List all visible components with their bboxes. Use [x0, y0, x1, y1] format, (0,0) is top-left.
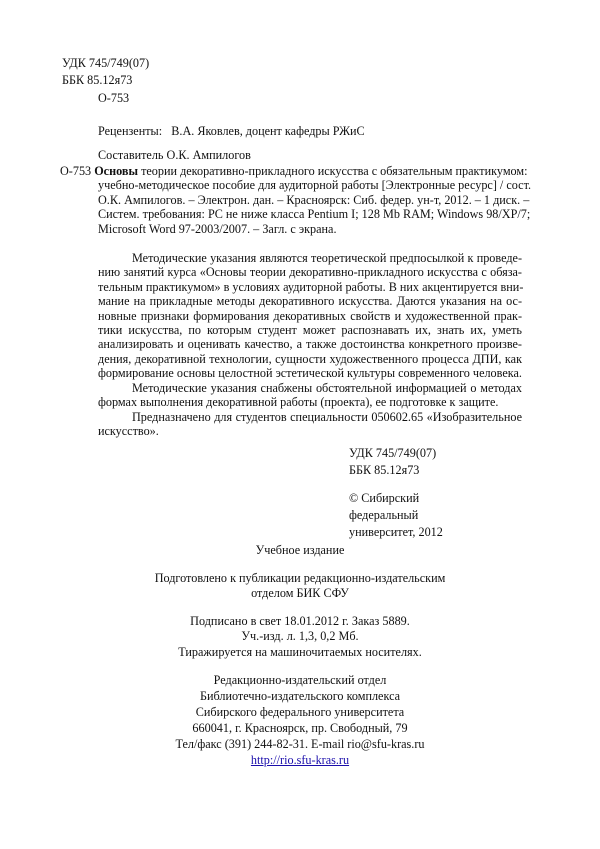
abstract-line: Методические указания снабжены обстоятельной информацией о методах	[132, 381, 522, 395]
abstract-line: мание на прикладные методы декоративного искусства. Даются указания на ос-	[98, 294, 522, 309]
abstract-line: тики искусства, по которым студент может распознавать их, знать их, уметь	[98, 322, 522, 337]
abstract-paragraph-3	[98, 410, 522, 439]
copyright-line-1: © Сибирский	[349, 491, 420, 505]
reviewers-label: Рецензенты:	[98, 124, 163, 138]
abstract-paragraph-1	[98, 251, 522, 381]
abstract-line: формах выполнения декоративной работы (проекта), ее подготовке к защите.	[98, 395, 499, 410]
edition-type: Учебное издание	[255, 543, 345, 557]
prepared-line-1: Подготовлено к публикации редакционно-издательским	[154, 571, 446, 585]
reviewers-text: В.А. Яковлев, доцент кафедры РЖиС	[171, 124, 365, 138]
contacts-line: Тел/факс (391) 244-82-31. E-mail rio@sfu-kras.ru	[175, 737, 425, 751]
udk-code: УДК 745/749(07)	[62, 56, 150, 70]
bib-code: О-753	[60, 164, 92, 178]
bib-line-1: теории декоративно-прикладного искусства с обязательным практикумом:	[141, 164, 528, 178]
signed-line: Подписано в свет 18.01.2012 г. Заказ 5889.	[190, 614, 410, 628]
publisher-url-row	[0, 753, 600, 767]
abstract-line: анализировать и оценивать качество, а также достоинства конкретного произве-	[98, 337, 522, 352]
abstract-line: формирование основы целостной эстетической культуры современного человека.	[98, 366, 522, 381]
abstract-line: Методические указания являются теоретической предпосылкой к проведе-	[132, 251, 522, 265]
bbk-code: ББК 85.12я73	[62, 73, 133, 87]
abstract-line: нию занятий курса «Основы теории декоративно-прикладного искусства с обяза-	[98, 265, 522, 280]
bibliographic-entry	[60, 164, 536, 236]
copies-line: Тиражируется на машиночитаемых носителях.	[178, 645, 422, 659]
udk-code-right: УДК 745/749(07)	[349, 446, 437, 460]
bbk-code-right: ББК 85.12я73	[349, 463, 420, 477]
volume-line: Уч.-изд. л. 1,3, 0,2 Мб.	[241, 629, 359, 643]
bib-title-bold: Основы	[94, 164, 139, 178]
publisher-line-1: Редакционно-издательский отдел	[213, 673, 387, 687]
copyright-line-3: университет, 2012	[349, 525, 443, 539]
address-line: 660041, г. Красноярск, пр. Свободный, 79	[192, 721, 408, 735]
reviewers	[98, 124, 365, 138]
abstract-line: дения, декоративной технологии, сущности художественного процесса ДПИ, как	[98, 351, 522, 366]
bib-line-3: О.К. Ампилогов. – Электрон. дан. – Красноярск: Сиб. федер. ун-т, 2012. – 1 диск. –	[98, 192, 530, 207]
bib-line	[60, 164, 536, 178]
publisher-url-link[interactable]: http://rio.sfu-kras.ru	[250, 753, 350, 767]
author-sign-code: О-753	[98, 91, 130, 105]
abstract-line: тельным практикумом» в условиях аудиторной работы. В них акцентируется вни-	[98, 279, 524, 294]
bib-line-4: Систем. требования: PC не ниже класса Pentium I; 128 Mb RAM; Windows 98/XP/7;	[98, 207, 531, 222]
bib-line-2: учебно-методическое пособие для аудиторной работы [Электронные ресурс] / сост.	[98, 178, 532, 193]
copyright-line-2: федеральный	[349, 508, 419, 522]
compiler: Составитель О.К. Ампилогов	[98, 148, 251, 162]
abstract-line: новные признаки формирования декоративных свойств и художественной прак-	[98, 308, 522, 323]
bib-line-5: Microsoft Word 97-2003/2007. – Загл. с экрана.	[98, 221, 337, 236]
abstract-paragraph-2	[98, 381, 522, 410]
abstract-line: Предназначено для студентов специальности 050602.65 «Изобразительное	[132, 410, 522, 424]
prepared-line-2: отделом БИК СФУ	[251, 586, 349, 600]
publisher-line-2: Библиотечно-издательского комплекса	[199, 689, 401, 703]
publisher-line-3: Сибирского федерального университета	[195, 705, 405, 719]
abstract-line: искусство».	[98, 424, 159, 439]
